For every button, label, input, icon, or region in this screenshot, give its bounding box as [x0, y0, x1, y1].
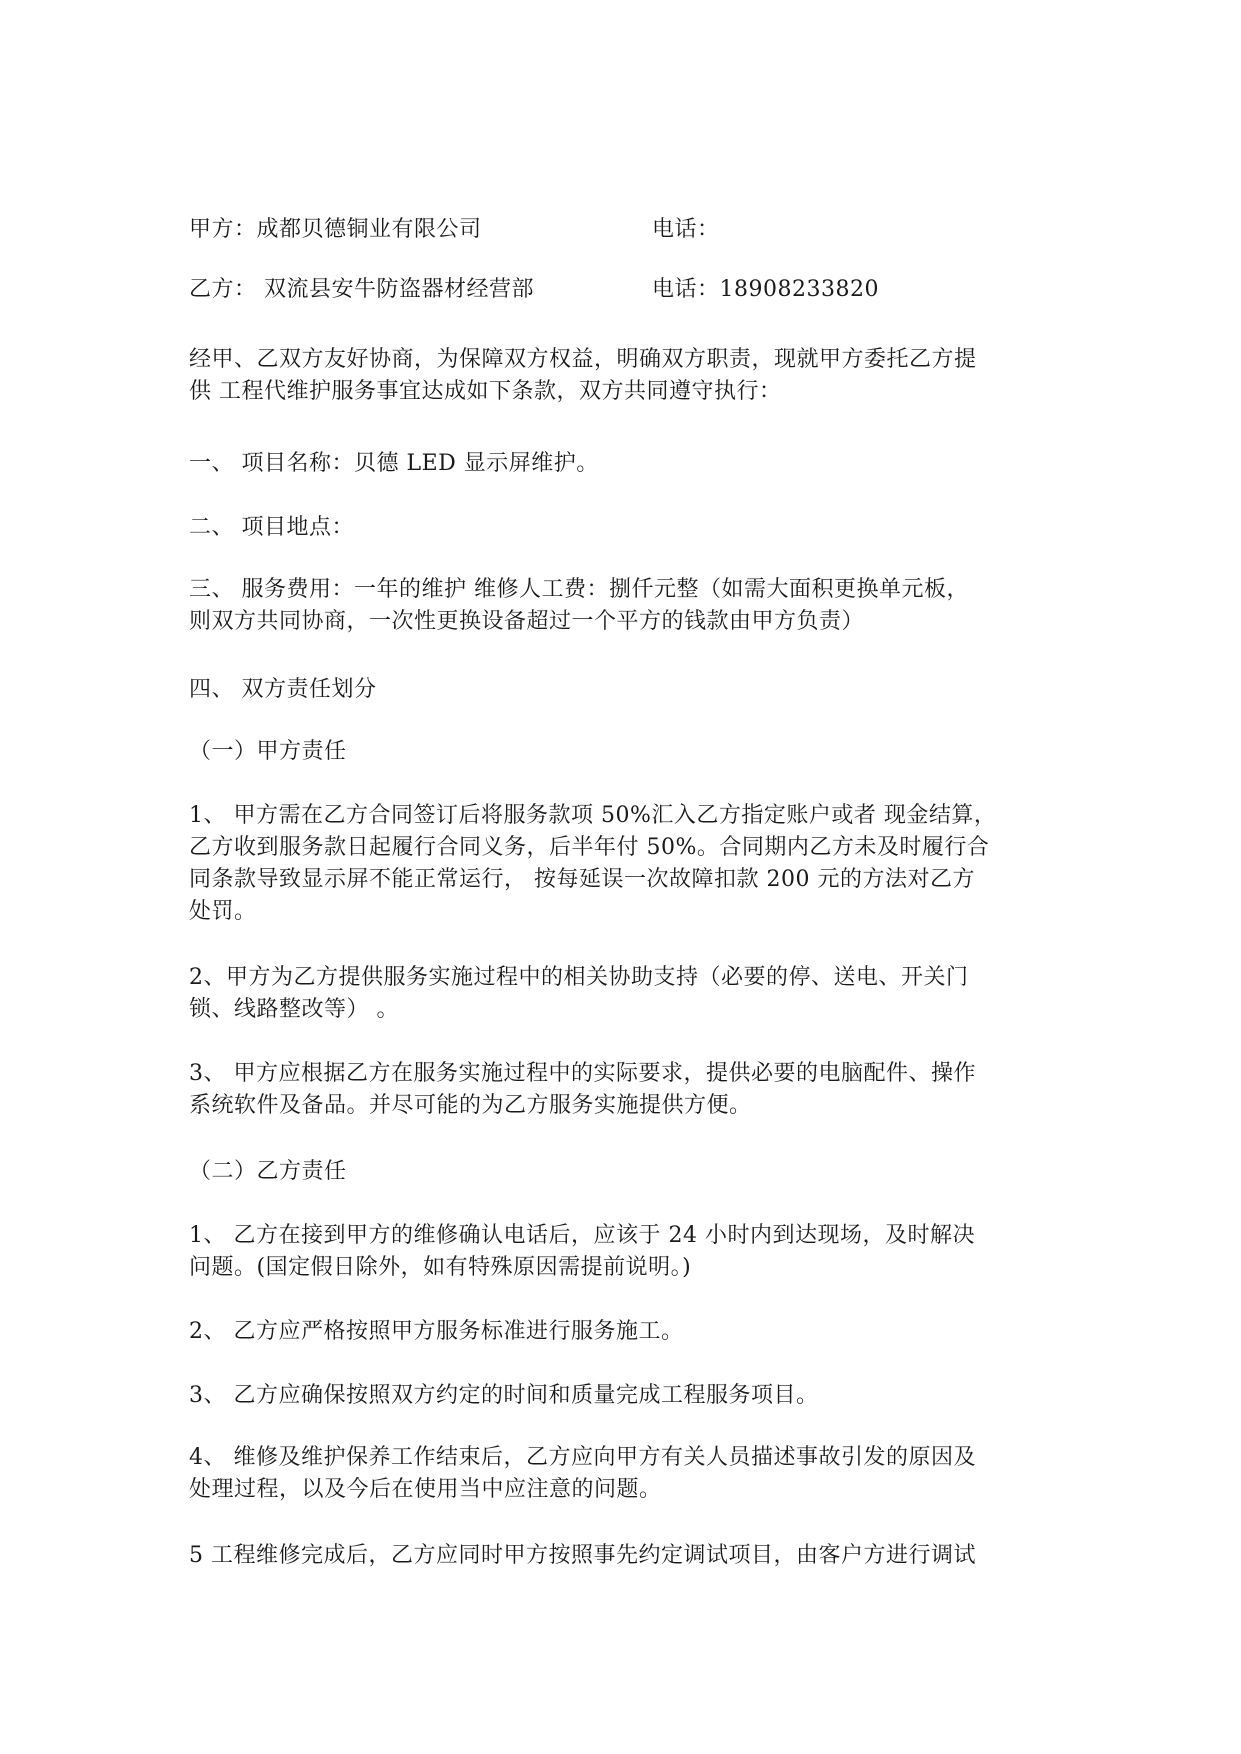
- clause-line: 锁、线路整改等） 。: [189, 997, 399, 1022]
- party-a-clause-3: [189, 1058, 1069, 1122]
- clause-line: 1、 甲方需在乙方合同签订后将服务款项 50%汇入乙方指定账户或者 现金结算，: [189, 803, 997, 828]
- party-b-name: 乙方： 双流县安牛防盗器材经营部: [189, 277, 534, 302]
- clause-line: 3、 甲方应根据乙方在服务实施过程中的实际要求，提供必要的电脑配件、操作: [189, 1061, 976, 1086]
- party-b-clause-2: 2、 乙方应严格按照甲方服务标准进行服务施工。: [189, 1319, 684, 1344]
- party-b-clause-3: 3、 乙方应确保按照双方约定的时间和质量完成工程服务项目。: [189, 1383, 819, 1408]
- intro-line: 经甲、乙双方友好协商，为保障双方权益，明确双方职责，现就甲方委托乙方提: [189, 347, 977, 372]
- party-b-clause-4: [189, 1442, 1069, 1506]
- party-a-clause-1: [189, 800, 1069, 928]
- clause-line: 2、甲方为乙方提供服务实施过程中的相关协助支持（必要的停、送电、开关门: [189, 965, 969, 990]
- intro-paragraph: [189, 344, 1069, 408]
- clause-line: 处理过程，以及今后在使用当中应注意的问题。: [189, 1477, 662, 1502]
- section-party-a-heading: （一）甲方责任: [189, 739, 347, 764]
- clause-line: 乙方收到服务款日起履行合同义务，后半年付 50%。合同期内乙方未及时履行合: [189, 835, 990, 860]
- intro-line: 供 工程代维护服务事宜达成如下条款，双方共同遵守执行：: [189, 379, 782, 404]
- fee-line: 三、 服务费用：一年的维护 维修人工费：捌仟元整（如需大面积更换单元板，: [189, 577, 969, 602]
- clause-line: 系统软件及备品。并尽可能的为乙方服务实施提供方便。: [189, 1093, 752, 1118]
- clause-line: 同条款导致显示屏不能正常运行， 按每延误一次故障扣款 200 元的方法对乙方: [189, 867, 975, 892]
- item-responsibilities: 四、 双方责任划分: [189, 677, 377, 702]
- party-a-name: 甲方：成都贝德铜业有限公司: [189, 217, 482, 242]
- party-b-phone: 电话：18908233820: [652, 277, 879, 302]
- clause-line: 问题。(国定假日除外，如有特殊原因需提前说明。): [189, 1255, 692, 1280]
- clause-line: 1、 乙方在接到甲方的维修确认电话后，应该于 24 小时内到达现场，及时解决: [189, 1223, 975, 1248]
- clause-line: 处罚。: [189, 899, 257, 924]
- fee-line: 则双方共同协商，一次性更换设备超过一个平方的钱款由甲方负责）: [189, 609, 865, 634]
- item-project-name: 一、 项目名称：贝德 LED 显示屏维护。: [189, 451, 599, 476]
- party-b-clause-5: 5 工程维修完成后，乙方应同时甲方按照事先约定调试项目，由客户方进行调试: [189, 1543, 976, 1568]
- party-a-clause-2: [189, 962, 1069, 1026]
- party-a-phone: 电话：: [652, 217, 720, 242]
- item-service-fee: [189, 574, 1069, 638]
- clause-line: 4、 维修及维护保养工作结束后，乙方应向甲方有关人员描述事故引发的原因及: [189, 1445, 976, 1470]
- party-b-clause-1: [189, 1220, 1069, 1284]
- item-project-location: 二、 项目地点：: [189, 515, 354, 540]
- section-party-b-heading: （二）乙方责任: [189, 1159, 347, 1184]
